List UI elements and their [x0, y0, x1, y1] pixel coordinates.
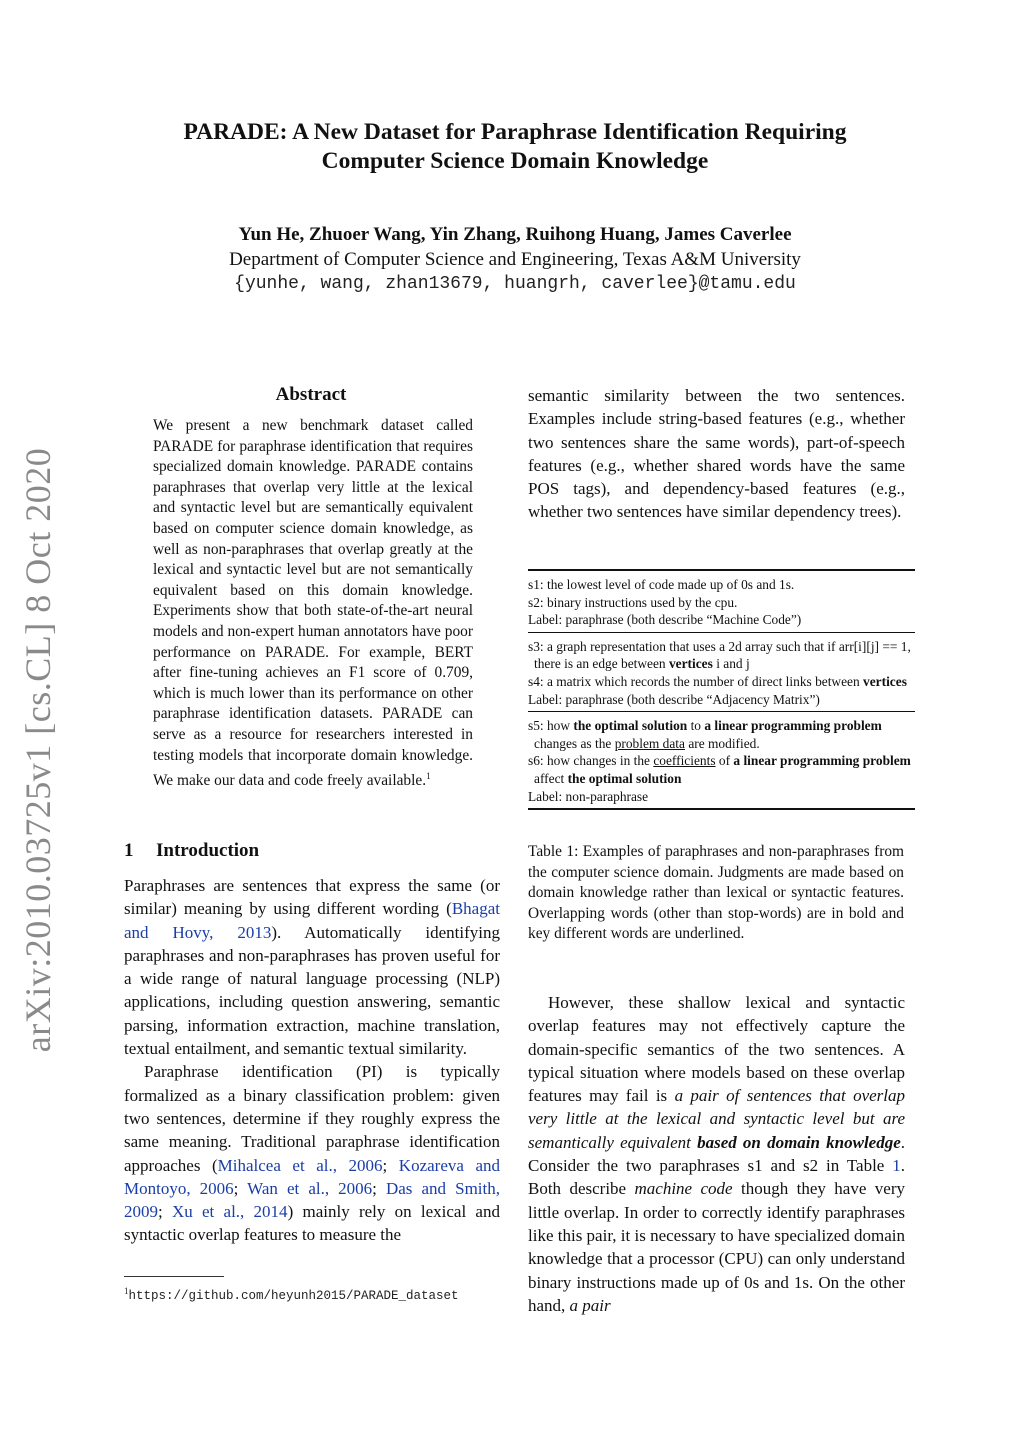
- title-line-2: Computer Science Domain Knowledge: [321, 148, 709, 174]
- table-group-machine-code: [528, 571, 915, 632]
- intro-paragraph-1: [124, 874, 500, 1060]
- right-column-paragraph: semantic similarity between the two sentences. Examples include string-based features (e.g., whether two sentences share the same words), part-of-speech features (e.g., whether shared words have the same POS tags), and dependency-based features (e.g., whether two sentences have similar dependency trees).: [528, 386, 905, 522]
- body-paragraph: [528, 991, 905, 1317]
- text-run: . Both describe: [528, 1156, 905, 1199]
- table-reference-link[interactable]: 1: [892, 1156, 901, 1176]
- abstract: [153, 416, 473, 792]
- citation-link[interactable]: Bhagat and Hovy, 2013: [124, 899, 500, 942]
- italic-text: a pair of sentences that overlap very little at the lexical and syntactic level but are semantically equivalent: [528, 1086, 906, 1152]
- text-run: ;: [382, 1155, 399, 1175]
- text-run: Paraphrase identification (PI) is typically formalized as a binary classification problem: given two sentences, determine if they roughly express the same meaning. Traditional paraphrase identification approaches (: [124, 1062, 500, 1175]
- bold-overlap-word: a linear programming problem: [704, 718, 882, 734]
- author-block: [120, 222, 910, 297]
- table-row: s2: binary instructions used by the cpu.: [528, 594, 738, 610]
- bold-overlap-word: the optimal solution: [567, 770, 682, 786]
- intro-paragraph-2: [124, 1060, 500, 1246]
- text-run: However, these shallow lexical and syntactic overlap features may not effectively capture the domain-specific semantics of the two sentences. A typical situation where models based on these overlap features may fail is: [528, 993, 905, 1106]
- text-run: though they have very little overlap. In order to correctly identify paraphrases like this pair, it is necessary to have specialized domain knowledge that a processor (CPU) can only understand binary instructions made up of 0s and 1s. On the other hand,: [528, 1179, 906, 1315]
- introduction-body: [124, 874, 500, 1247]
- citation-link[interactable]: Mihalcea et al., 2006: [217, 1155, 383, 1175]
- text-run: are modified.: [684, 735, 760, 751]
- text-run: ). Automatically identifying paraphrases and non-paraphrases has proven useful for a wide range of natural language processing (NLP) applications, including question answering, semantic parsing, information extraction, machine translation, textual entailment, and semantic textual similarity.: [124, 922, 501, 1059]
- text-run: changes as the: [534, 735, 615, 751]
- table-row: [528, 638, 915, 673]
- section-title: Introduction: [156, 840, 260, 861]
- paper-title: [120, 118, 910, 176]
- text-run: i and j: [712, 656, 750, 672]
- footnote-number: 1: [124, 1286, 129, 1296]
- table-label-row: Label: paraphrase (both describe “Machine Code”): [528, 612, 802, 628]
- abstract-text: We present a new benchmark dataset called PARADE for paraphrase identification that requires specialized domain knowledge. PARADE contains paraphrases that overlap very little at the lexical and syntactic level but are semantically equivalent based on computer science domain knowledge, as well as non-paraphrases that overlap greatly at the lexical and syntactic level but are not semantically equivalent based on this domain knowledge. Experiments show that both state-of-the-art neural models and non-expert human annotators have poor performance on PARADE. For example, BERT after fine-tuning achieves an F1 score of 0.709, which is much lower than its performance on other paraphrase identification datasets. PARADE can serve as a resource for researchers interested in testing models that incorporate domain knowledge. We make our data and code freely available.: [153, 417, 473, 790]
- table-label-row: Label: non-paraphrase: [528, 788, 649, 804]
- table-row: [528, 752, 915, 787]
- footnote-marker[interactable]: 1: [426, 771, 431, 782]
- italic-text: machine code: [634, 1179, 733, 1199]
- text-run: ;: [158, 1202, 172, 1222]
- examples-table: [528, 569, 915, 810]
- title-line-1: PARADE: A New Dataset for Paraphrase Identification Requiring: [183, 119, 847, 145]
- table-row: [528, 717, 915, 752]
- text-run: ;: [372, 1178, 386, 1198]
- author-names: Yun He, Zhuoer Wang, Yin Zhang, Ruihong Huang, James Caverlee: [238, 224, 792, 245]
- footnote-divider: [124, 1276, 224, 1277]
- right-column-body: [528, 991, 905, 1317]
- citation-link[interactable]: Das and Smith, 2009: [124, 1178, 500, 1222]
- section-number: 1: [124, 840, 134, 861]
- bold-overlap-word: vertices: [863, 673, 907, 689]
- citation-link[interactable]: Xu et al., 2014: [171, 1202, 288, 1222]
- affiliation: Department of Computer Science and Engineering, Texas A&M University: [229, 249, 801, 270]
- table-group-non-paraphrase: [528, 711, 915, 808]
- text-run: of: [715, 753, 734, 769]
- footnote: [124, 1283, 500, 1305]
- text-run: Paraphrases are sentences that express the same (or similar) meaning by using different wording (: [124, 876, 500, 919]
- italic-text: a pair: [569, 1295, 611, 1315]
- section-heading: [124, 840, 259, 862]
- text-run: affect: [534, 770, 568, 786]
- text-run: s4: a matrix which records the number of direct links between: [528, 673, 864, 689]
- arxiv-identifier: [18, 447, 59, 1053]
- table-label-row: Label: paraphrase (both describe “Adjacency Matrix”): [528, 691, 820, 707]
- abstract-heading: Abstract: [275, 384, 347, 405]
- text-run: . Consider the two paraphrases s1 and s2 in Table: [528, 1132, 906, 1176]
- citation-link[interactable]: Wan et al., 2006: [247, 1178, 373, 1198]
- table-group-adjacency-matrix: [528, 632, 915, 711]
- table-caption: Table 1: Examples of paraphrases and non-paraphrases from the computer science domain. Judgments are made based on domain knowledge rather than lexical or syntactic features. Overlapping words (other than stop-words) are in bold and key different words are underlined.: [528, 843, 904, 943]
- text-run: s6: how changes in the: [528, 753, 654, 769]
- text-run: s5: how: [528, 718, 574, 734]
- text-run: ;: [233, 1178, 248, 1198]
- text-run: ) mainly rely on lexical and syntactic overlap features to measure the: [124, 1202, 500, 1245]
- text-run: s3: a graph representation that uses a 2d array such that if arr[i][j] == 1, there is an edge between: [528, 638, 911, 672]
- bold-overlap-word: vertices: [668, 656, 713, 672]
- bold-italic-text: based on domain knowledge: [697, 1132, 901, 1152]
- underlined-key-word: coefficients: [653, 753, 716, 769]
- bold-overlap-word: a linear programming problem: [733, 753, 911, 769]
- author-emails: {yunhe, wang, zhan13679, huangrh, caverlee}@tamu.edu: [234, 274, 796, 294]
- bold-overlap-word: the optimal solution: [573, 718, 688, 734]
- arxiv-id-text: arXiv:2010.03725v1 [cs.CL] 8 Oct 2020: [18, 447, 59, 1053]
- text-run: to: [687, 718, 705, 734]
- citation-link[interactable]: Kozareva and Montoyo, 2006: [124, 1155, 500, 1198]
- table-row: s1: the lowest level of code made up of 0s and 1s.: [528, 577, 795, 592]
- underlined-key-word: problem data: [614, 735, 685, 751]
- footnote-url-link[interactable]: https://github.com/heyunh2015/PARADE_dataset: [128, 1289, 459, 1304]
- table-row: [528, 673, 915, 691]
